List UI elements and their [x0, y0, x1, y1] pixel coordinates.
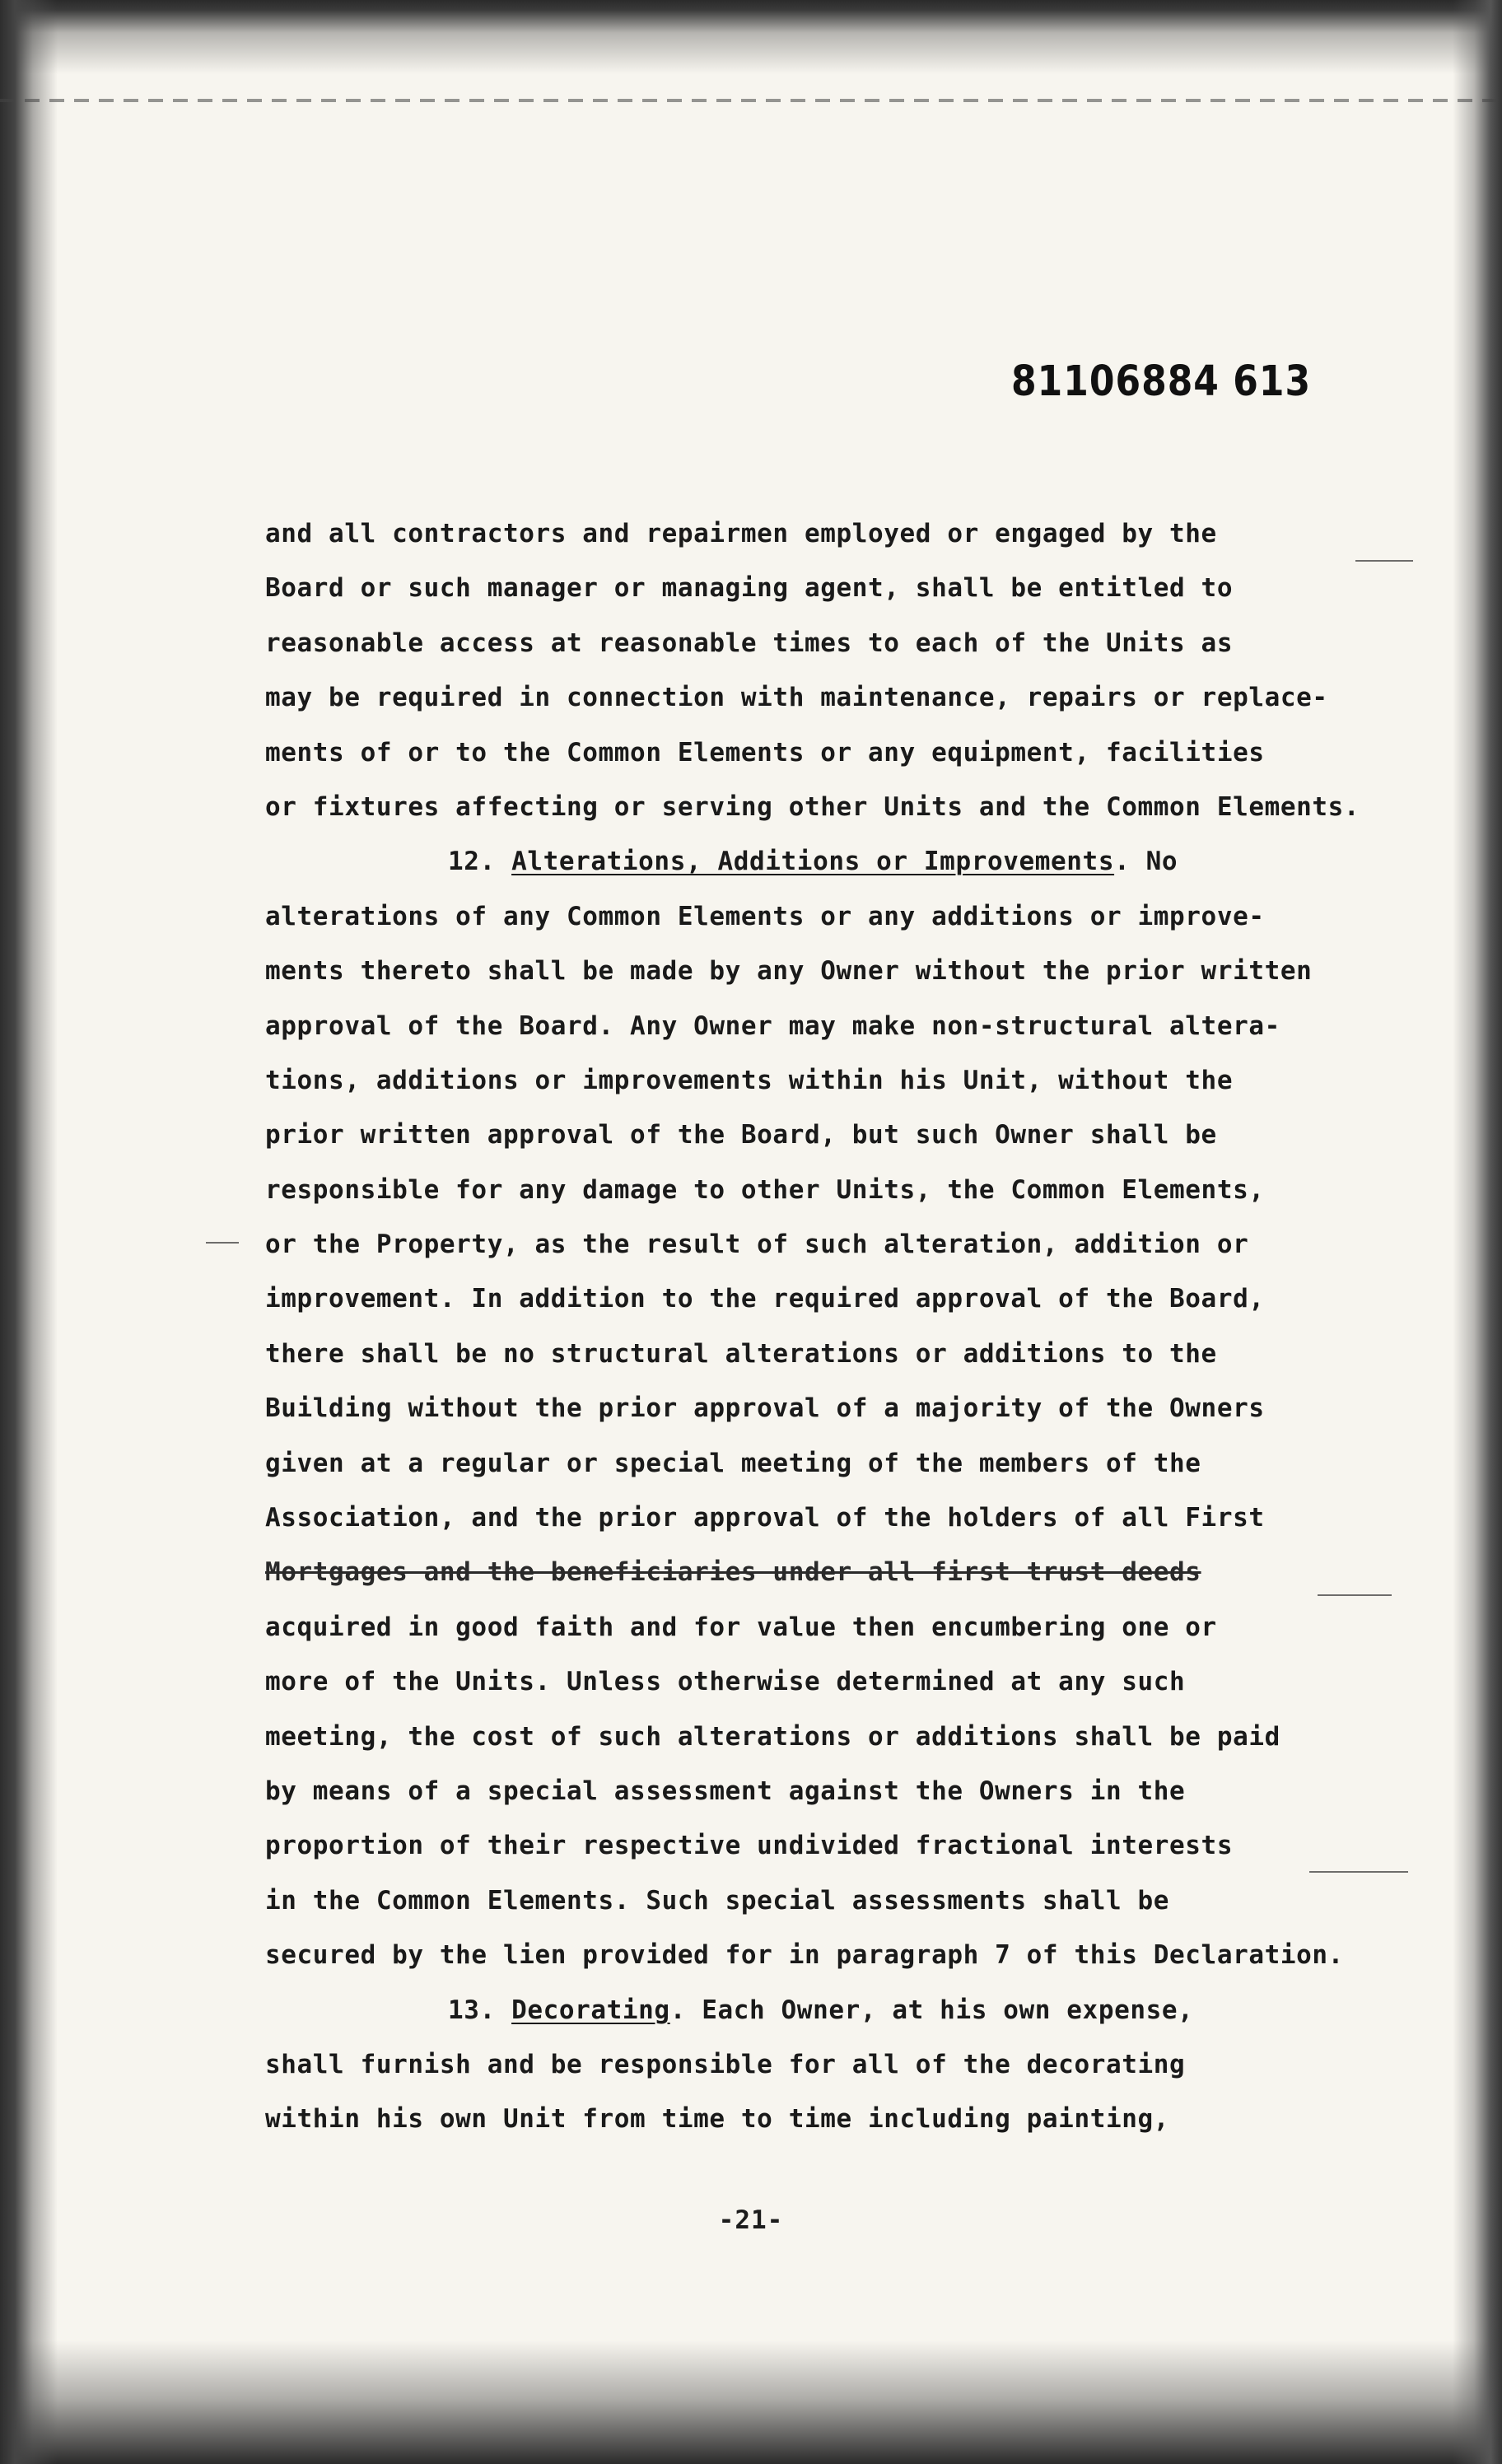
text-line: reasonable access at reasonable times to each of the Units as: [265, 628, 1234, 658]
scan-mark: [206, 1242, 239, 1244]
scan-edge-bottom: [0, 2340, 1502, 2464]
text-fragment: . Each Owner, at his own expense,: [669, 1995, 1194, 2025]
text-line: proportion of their respective undivided fractional interests: [265, 1831, 1234, 1861]
section-heading-line: [265, 1983, 1434, 2037]
text-line: acquired in good faith and for value then encumbering one or: [265, 1612, 1217, 1642]
scan-edge-top: [0, 0, 1502, 74]
text-line: meeting, the cost of such alterations or additions shall be paid: [265, 1721, 1280, 1752]
text-line: responsible for any damage to other Units, the Common Elements,: [265, 1174, 1265, 1205]
page-number: -21-: [718, 2205, 784, 2235]
text-line: secured by the lien provided for in paragraph 7 of this Declaration.: [265, 1940, 1344, 1971]
text-line: approval of the Board. Any Owner may make non-structural altera-: [265, 1010, 1280, 1041]
document-body: [265, 506, 1434, 2147]
text-line: Building without the prior approval of a majority of the Owners: [265, 1393, 1265, 1424]
text-line: more of the Units. Unless otherwise determined at any such: [265, 1667, 1186, 1697]
text-line: within his own Unit from time to time including painting,: [265, 2104, 1170, 2135]
section-number: 13.: [448, 1995, 496, 2025]
text-fragment: . No: [1114, 847, 1178, 877]
scan-noise-rule: [0, 99, 1502, 102]
section-title: Alterations, Additions or Improvements: [511, 847, 1115, 877]
text-line: ments of or to the Common Elements or any equipment, facilities: [265, 737, 1265, 768]
scan-edge-right: [1453, 0, 1502, 2464]
text-line: improvement. In addition to the required approval of the Board,: [265, 1284, 1265, 1314]
document-number: 81106884 613: [1011, 357, 1312, 406]
scan-edge-left: [0, 0, 58, 2464]
text-line: shall furnish and be responsible for all of the decorating: [265, 2049, 1186, 2079]
text-line: may be required in connection with maintenance, repairs or replace-: [265, 683, 1328, 713]
text-line: alterations of any Common Elements or any additions or improve-: [265, 901, 1265, 931]
text-line: or the Property, as the result of such alteration, addition or: [265, 1230, 1249, 1260]
text-line: given at a regular or special meeting of the members of the: [265, 1448, 1201, 1478]
text-line: or fixtures affecting or serving other Units and the Common Elements.: [265, 791, 1360, 822]
text-line: tions, additions or improvements within his Unit, without the: [265, 1065, 1234, 1095]
section-number: 12.: [448, 847, 496, 877]
text-line: and all contractors and repairmen employed or engaged by the: [265, 519, 1217, 548]
struck-text-line: Mortgages and the beneficiaries under all first trust deeds: [265, 1557, 1201, 1588]
text-line: in the Common Elements. Such special assessments shall be: [265, 1885, 1170, 1916]
text-line: there shall be no structural alterations or additions to the: [265, 1338, 1217, 1369]
text-line: Association, and the prior approval of the holders of all First: [265, 1503, 1265, 1533]
section-heading-line: [265, 834, 1434, 889]
section-title: Decorating: [511, 1995, 670, 2025]
text-line: prior written approval of the Board, but such Owner shall be: [265, 1120, 1217, 1150]
text-line: Board or such manager or managing agent, shall be entitled to: [265, 573, 1234, 604]
text-line: ments thereto shall be made by any Owner without the prior written: [265, 956, 1313, 987]
text-line: by means of a special assessment against the Owners in the: [265, 1776, 1186, 1806]
